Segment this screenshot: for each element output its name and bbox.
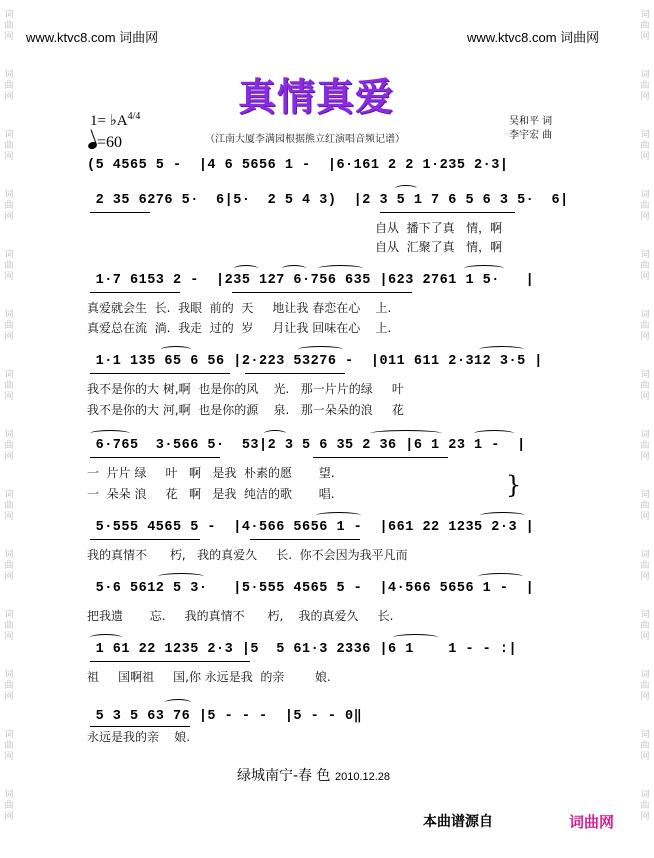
slur-mark <box>370 430 442 437</box>
watermark-glyph: 曲 <box>4 381 14 391</box>
score-line-2: 2 35 6276 5· 6|5· 2 5 4 3) |2 3 5 1 7 6 5 6 3 5· 6| <box>87 193 569 208</box>
score-line-8: 1 61 22 1235 2·3 |5 5 61·3 2336 |6 1 1 - - :| <box>87 642 518 657</box>
lyric-line-3-verse-1: 真爱就会生 长. 我眼 前的 天 地让我 春恋在心 上. <box>87 301 392 315</box>
watermark-glyph: 曲 <box>4 441 14 451</box>
watermark-glyph: 词 <box>640 550 650 560</box>
watermark-glyph: 词 <box>4 70 14 80</box>
slur-mark <box>478 573 523 580</box>
watermark-glyph: 曲 <box>640 81 650 91</box>
watermark-glyph: 网 <box>4 512 14 522</box>
watermark-glyph: 曲 <box>4 81 14 91</box>
slur-mark <box>90 634 122 641</box>
watermark-glyph: 曲 <box>640 561 650 571</box>
watermark-glyph: 词 <box>4 190 14 200</box>
key-label: 1= ♭A <box>90 113 128 129</box>
watermark-glyph: 词 <box>4 370 14 380</box>
lyric-line-7: 把我遗 忘. 我的真情不 朽, 我的真爱久 长. <box>87 609 394 623</box>
score-line-3: 1·7 6153 2 - |235 127 6·756 635 |623 2761 1 5· | <box>87 273 535 288</box>
watermark-glyph: 曲 <box>640 321 650 331</box>
watermark-glyph: 网 <box>4 92 14 102</box>
verse-bracket: } <box>506 471 522 499</box>
composer-credit: 李宇宏 曲 <box>509 130 553 141</box>
watermark-glyph: 网 <box>640 572 650 582</box>
beat-underline <box>232 292 412 293</box>
watermark-glyph: 曲 <box>640 621 650 631</box>
watermark-glyph: 网 <box>4 572 14 582</box>
watermark-glyph: 网 <box>4 212 14 222</box>
watermark-glyph: 词 <box>640 610 650 620</box>
watermark-glyph: 词 <box>4 670 14 680</box>
watermark-glyph: 曲 <box>4 801 14 811</box>
tempo-value: =60 <box>97 134 123 151</box>
slur-mark <box>318 265 363 272</box>
watermark-glyph: 网 <box>4 752 14 762</box>
slur-mark <box>298 346 343 353</box>
watermark-glyph: 词 <box>4 10 14 20</box>
lyric-line-2-verse-2: 自从 汇聚了真 情，啊 <box>375 240 503 254</box>
watermark-glyph: 网 <box>640 752 650 762</box>
score-line-9: 5 3 5 63 76 |5 - - - |5 - - 0‖ <box>87 709 363 724</box>
watermark-glyph: 词 <box>4 790 14 800</box>
beat-underline <box>90 212 150 213</box>
watermark-glyph: 网 <box>640 272 650 282</box>
time-signature: 4/4 <box>127 111 141 122</box>
watermark-glyph: 词 <box>640 310 650 320</box>
watermark-glyph: 曲 <box>640 381 650 391</box>
beat-underline <box>250 539 360 540</box>
watermark-glyph: 词 <box>640 490 650 500</box>
slur-mark <box>474 430 514 437</box>
slur-mark <box>282 265 306 272</box>
watermark-glyph: 词 <box>4 250 14 260</box>
watermark-glyph: 词 <box>640 430 650 440</box>
watermark-glyph: 网 <box>640 812 650 822</box>
score-line-6: 5·555 4565 5 - |4·566 5656 1 - |661 22 1235 2·3 | <box>87 520 535 535</box>
watermark-glyph: 词 <box>640 10 650 20</box>
watermark-glyph: 网 <box>640 452 650 462</box>
signoff-date: 2010.12.28 <box>334 771 391 783</box>
beat-underline <box>90 373 230 374</box>
watermark-glyph: 网 <box>4 812 14 822</box>
score-line-5: 6·765 3·566 5· 53|2 3 5 6 35 2 36 |6 1 23 1 - | <box>87 438 526 453</box>
lyric-line-5-verse-1: 一 片片 绿 叶 啊 是我 朴素的愿 望. <box>87 466 335 480</box>
watermark-glyph: 曲 <box>4 321 14 331</box>
watermark-glyph: 曲 <box>4 201 14 211</box>
slur-mark <box>480 512 525 519</box>
lyric-line-8: 祖 国啊祖 国,你 永远是我 的亲 娘. <box>87 670 331 684</box>
watermark-glyph: 网 <box>640 212 650 222</box>
watermark-glyph: 曲 <box>640 741 650 751</box>
transcription-note: （江南大厦李满园根据熊立红演唱音频记谱） <box>205 134 405 145</box>
beat-underline <box>90 539 200 540</box>
beat-underline <box>90 661 250 662</box>
watermark-glyph: 词 <box>640 730 650 740</box>
beat-underline <box>313 457 448 458</box>
slur-mark <box>90 430 130 437</box>
watermark-glyph: 词 <box>4 310 14 320</box>
key-signature <box>90 111 140 130</box>
watermark-glyph: 词 <box>4 610 14 620</box>
watermark-glyph: 曲 <box>4 621 14 631</box>
watermark-glyph: 曲 <box>4 681 14 691</box>
song-title: 真情真爱 <box>238 74 395 119</box>
watermark-glyph: 词 <box>4 730 14 740</box>
lyric-line-9: 永远是我的亲 娘. <box>87 730 191 744</box>
watermark-glyph: 网 <box>640 512 650 522</box>
watermark-glyph: 曲 <box>640 141 650 151</box>
left-watermark-strip <box>0 0 18 858</box>
watermark-glyph: 词 <box>4 490 14 500</box>
watermark-glyph: 曲 <box>4 21 14 31</box>
slur-mark <box>158 573 204 580</box>
lyric-line-4-verse-2: 我不是你的大 河,啊 也是你的源 泉. 那一朵朵的浪 花 <box>87 403 404 417</box>
right-watermark-strip <box>636 0 654 858</box>
watermark-glyph: 词 <box>640 670 650 680</box>
slur-mark <box>393 634 438 641</box>
site-url-right: www.ktvc8.com 词曲网 <box>467 30 600 45</box>
watermark-glyph: 词 <box>640 190 650 200</box>
watermark-glyph: 网 <box>640 32 650 42</box>
signoff <box>237 765 390 785</box>
lyric-line-5-verse-2: 一 朵朵 浪 花 啊 是我 纯洁的歌 唱. <box>87 487 335 501</box>
watermark-glyph: 曲 <box>640 801 650 811</box>
signoff-name: 绿城南宁-春 色 <box>237 768 331 784</box>
watermark-glyph: 网 <box>640 392 650 402</box>
watermark-glyph: 网 <box>4 272 14 282</box>
watermark-glyph: 曲 <box>4 741 14 751</box>
watermark-glyph: 词 <box>640 250 650 260</box>
watermark-glyph: 词 <box>640 370 650 380</box>
lyric-line-6: 我的真情不 朽, 我的真爱久 长. 你不会因为我平凡而 <box>87 548 408 562</box>
watermark-glyph: 曲 <box>640 261 650 271</box>
watermark-glyph: 曲 <box>4 501 14 511</box>
watermark-glyph: 曲 <box>640 441 650 451</box>
watermark-glyph: 网 <box>4 452 14 462</box>
beat-underline <box>380 212 515 213</box>
score-line-1: (5 4565 5 - |4 6 5656 1 - |6·161 2 2 1·235 2·3| <box>87 158 509 173</box>
watermark-glyph: 网 <box>4 152 14 162</box>
watermark-glyph: 曲 <box>640 21 650 31</box>
watermark-glyph: 网 <box>4 692 14 702</box>
slur-mark <box>395 185 417 192</box>
score-line-7: 5·6 5612 5 3· |5·555 4565 5 - |4·566 5656 1 - | <box>87 581 535 596</box>
watermark-glyph: 网 <box>4 632 14 642</box>
watermark-glyph: 曲 <box>640 501 650 511</box>
watermark-glyph: 词 <box>640 790 650 800</box>
score-line-4: 1·1 135 65 6 56 |2·223 53276 - |011 611 2·312 3·5 | <box>87 354 543 369</box>
slur-mark <box>234 265 258 272</box>
tempo-marking <box>88 134 122 152</box>
watermark-glyph: 网 <box>640 332 650 342</box>
watermark-glyph: 曲 <box>640 201 650 211</box>
lyricist-credit: 吴和平 词 <box>509 116 553 127</box>
watermark-glyph: 词 <box>4 130 14 140</box>
slur-mark <box>264 430 286 437</box>
slur-mark <box>464 265 504 272</box>
beat-underline <box>90 726 190 727</box>
slur-mark <box>161 346 191 353</box>
watermark-glyph: 词 <box>4 430 14 440</box>
site-url-left: www.ktvc8.com 词曲网 <box>26 30 159 45</box>
beat-underline <box>90 292 180 293</box>
watermark-glyph: 曲 <box>4 141 14 151</box>
beat-underline <box>245 373 345 374</box>
lyric-line-2-verse-1: 自从 播下了真 情，啊 <box>375 221 503 235</box>
lyric-line-3-verse-2: 真爱总在流 淌. 我走 过的 岁 月让我 回味在心 上. <box>87 321 392 335</box>
brand-logo: 词曲网 <box>569 813 615 831</box>
watermark-glyph: 网 <box>4 32 14 42</box>
watermark-glyph: 网 <box>4 332 14 342</box>
watermark-glyph: 网 <box>4 392 14 402</box>
watermark-glyph: 网 <box>640 632 650 642</box>
lyric-line-4-verse-1: 我不是你的大 树,啊 也是你的风 光. 那一片片的绿 叶 <box>87 382 404 396</box>
slur-mark <box>165 699 191 706</box>
beat-underline <box>90 457 220 458</box>
slur-mark <box>479 346 524 353</box>
source-label: 本曲谱源自 <box>423 814 493 830</box>
watermark-glyph: 网 <box>640 152 650 162</box>
slur-mark <box>316 512 361 519</box>
watermark-glyph: 词 <box>640 130 650 140</box>
watermark-glyph: 曲 <box>4 261 14 271</box>
watermark-glyph: 词 <box>640 70 650 80</box>
watermark-glyph: 曲 <box>4 561 14 571</box>
watermark-glyph: 网 <box>640 92 650 102</box>
watermark-glyph: 网 <box>640 692 650 702</box>
watermark-glyph: 曲 <box>640 681 650 691</box>
watermark-glyph: 词 <box>4 550 14 560</box>
